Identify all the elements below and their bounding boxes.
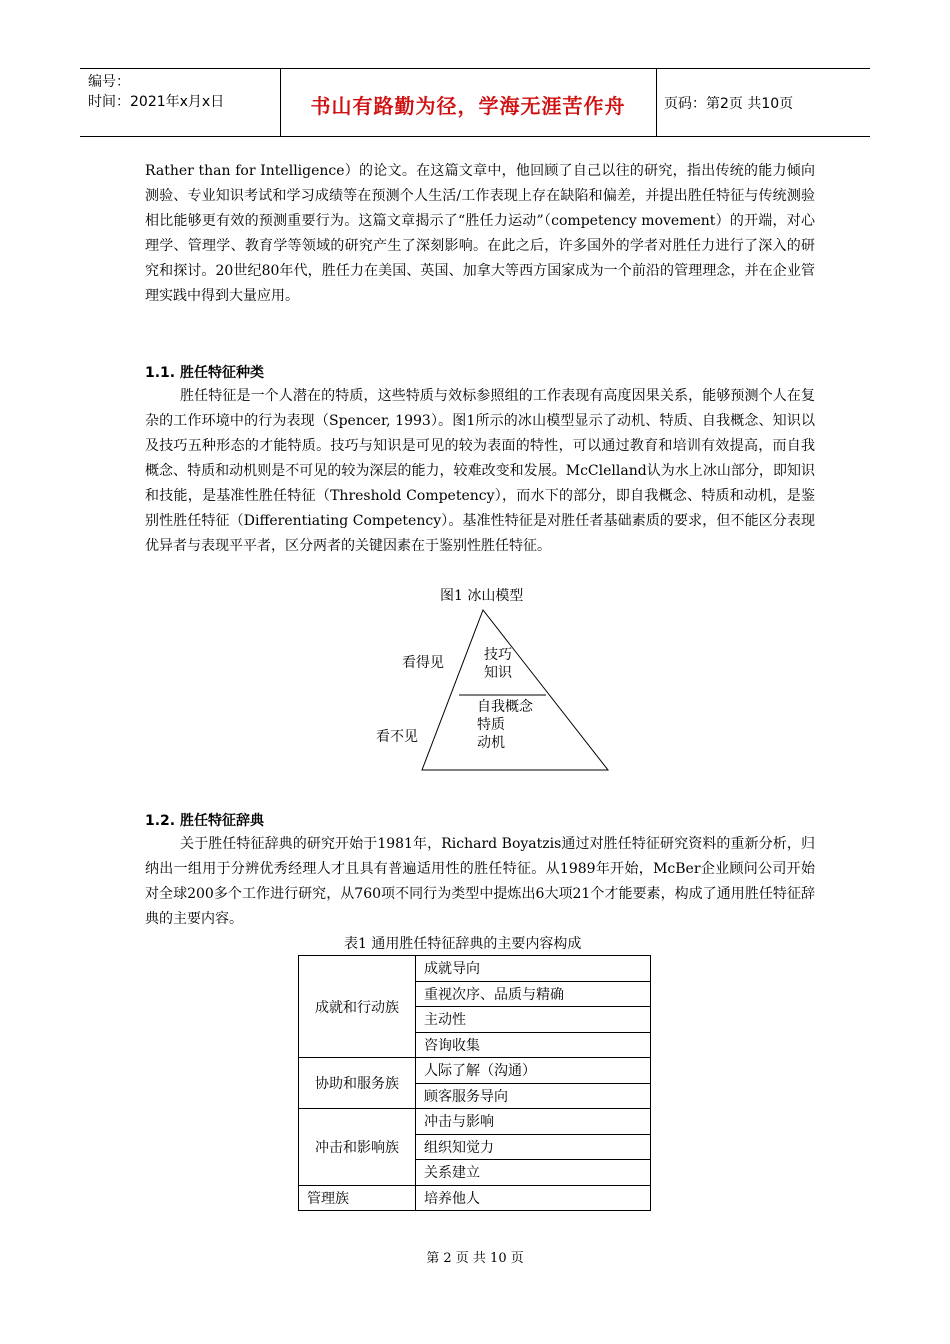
table-row (299, 1058, 651, 1084)
table-item-cell: 组织知觉力 (416, 1134, 651, 1160)
competency-table (298, 955, 651, 1211)
table-family-cell: 冲击和影响族 (299, 1109, 416, 1186)
table-item-cell: 关系建立 (416, 1160, 651, 1186)
section-dictionary-paragraph: 关于胜任特征辞典的研究开始于1981年，Richard Boyatzis通过对胜任特征研究资料的重新分析，归纳出一组用于分辨优秀经理人才且具有普遍适用性的胜任特征。从1989年开始，McBer企业顾问公司开始对全球200多个工作进行研究，从760项不同行为类型中提炼出6大项21个才能要素，构成了通用胜任特征辞典的主要内容。 (145, 836, 815, 927)
table-item-cell: 人际了解（沟通） (416, 1058, 651, 1084)
table-row (299, 1185, 651, 1211)
table-row (299, 956, 651, 982)
iceberg-bottom-items (477, 698, 533, 752)
invisible-label: 看不见 (376, 729, 418, 745)
table-item-cell: 成就导向 (416, 956, 651, 982)
header-page-number: 页码：第2页 共10页 (664, 96, 794, 112)
intro-paragraph: Rather than for Intelligence）的论文。在这篇文章中，他回顾了自己以往的研究，指出传统的能力倾向测验、专业知识考试和学习成绩等在预测个人生活/工作表现上存在缺陷和偏差，并提出胜任特征与传统测验相比能够更有效的预测重要行为。这篇文章揭示了“胜任力运动”（competency movement）的开端，对心理学、管理学、教育学等领域的研究产生了深刻影响。在此之后，许多国外的学者对胜任力进行了深入的研究和探讨。20世纪80年代，胜任力在美国、英国、加拿大等西方国家成为一个前沿的管理理念，并在企业管理实践中得到大量应用。 (145, 163, 815, 304)
table-row (299, 1109, 651, 1135)
table-family-cell: 成就和行动族 (299, 956, 416, 1058)
table-item-cell: 主动性 (416, 1007, 651, 1033)
footer-page-number: 第 2 页 共 10 页 (426, 1251, 524, 1266)
section-heading-dictionary: 1.2. 胜任特征辞典 (145, 813, 264, 829)
table-family-cell: 协助和服务族 (299, 1058, 416, 1109)
trait-label: 特质 (477, 717, 505, 733)
motive-label: 动机 (477, 735, 505, 751)
document-number: 编号： (88, 74, 130, 90)
section-types-paragraph: 胜任特征是一个人潜在的特质，这些特质与效标参照组的工作表现有高度因果关系，能够预测个人在复杂的工作环境中的行为表现（Spencer, 1993）。图1所示的冰山模型显示了动机、特质、自我概念、知识以及技巧五种形态的才能特质。技巧与知识是可见的较为表面的特性，可以通过教育和培训有效提高，而自我概念、特质和动机则是不可见的较为深层的能力，较难改变和发展。McClelland认为水上冰山部分，即知识和技能，是基准性胜任特征（Threshold Competency），而水下的部分，即自我概念、特质和动机，是鉴别性胜任特征（Differentiating Competency）。基准性特征是对胜任者基础素质的要求，但不能区分表现优异者与表现平平者，区分两者的关键因素在于鉴别性胜任特征。 (145, 388, 815, 554)
iceberg-top-items (484, 646, 512, 682)
table-family-cell: 管理族 (299, 1185, 416, 1211)
visible-label: 看得见 (402, 655, 444, 671)
document-time: 时间：2021年x月x日 (88, 94, 225, 110)
table-caption: 表1 通用胜任特征辞典的主要内容构成 (344, 936, 582, 952)
section-heading-types: 1.1. 胜任特征种类 (145, 365, 264, 381)
self-concept-label: 自我概念 (477, 699, 533, 715)
table-item-cell: 冲击与影响 (416, 1109, 651, 1135)
header-motto: 书山有路勤为径，学海无涯苦作舟 (310, 94, 626, 118)
table-item-cell: 顾客服务导向 (416, 1083, 651, 1109)
table-item-cell: 培养他人 (416, 1185, 651, 1211)
table-item-cell: 咨询收集 (416, 1032, 651, 1058)
knowledge-label: 知识 (484, 665, 512, 681)
skill-label: 技巧 (484, 647, 512, 663)
table-item-cell: 重视次序、品质与精确 (416, 981, 651, 1007)
figure-caption: 图1 冰山模型 (440, 588, 524, 604)
